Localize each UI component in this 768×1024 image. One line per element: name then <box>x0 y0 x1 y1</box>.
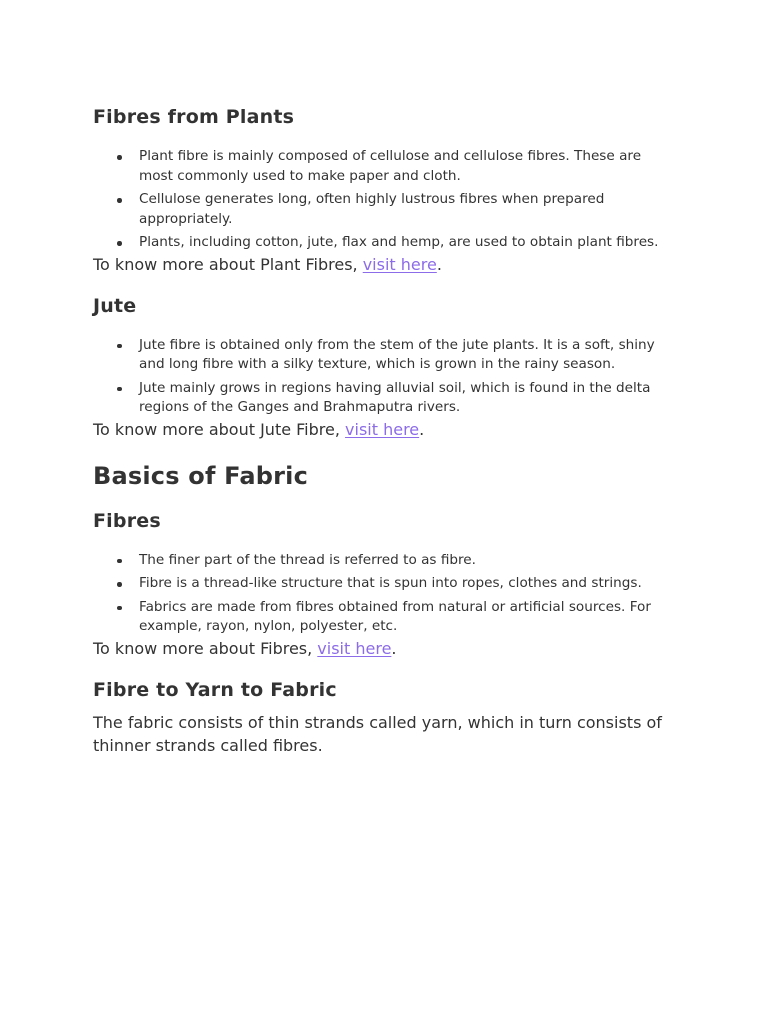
list-item: The finer part of the thread is referred to as fibre. <box>139 551 676 571</box>
heading-jute: Jute <box>93 294 137 317</box>
heading-fibre-to-yarn-to-fabric: Fibre to Yarn to Fabric <box>93 678 337 701</box>
fibres-visit-link[interactable]: visit here <box>317 638 392 658</box>
fibres-bullet-list <box>93 551 676 637</box>
fibres-more-text: To know more about Fibres, <box>93 638 318 658</box>
fibres-more-end: . <box>391 638 397 658</box>
list-item: Jute mainly grows in regions having alluvial soil, which is found in the delta regions of the Ganges and Brahmaputra rivers. <box>139 379 676 418</box>
list-item: Fibre is a thread-like structure that is spun into ropes, clothes and strings. <box>139 574 676 594</box>
fibres-more-line <box>93 637 676 661</box>
heading-fibres: Fibres <box>93 509 161 532</box>
plants-bullet-list <box>93 147 676 253</box>
jute-more-text: To know more about Jute Fibre, <box>93 419 346 439</box>
heading-basics-of-fabric: Basics of Fabric <box>93 461 309 490</box>
plants-more-line <box>93 253 676 277</box>
heading-fibres-from-plants: Fibres from Plants <box>93 106 295 128</box>
section-jute <box>93 295 676 442</box>
section-fibres-from-plants <box>93 106 676 277</box>
plants-visit-link[interactable]: visit here <box>362 254 437 274</box>
plants-more-end: . <box>436 254 442 274</box>
list-item: Fabrics are made from fibres obtained from natural or artificial sources. For example, rayon, nylon, polyester, etc. <box>139 598 676 637</box>
jute-visit-link[interactable]: visit here <box>345 419 420 439</box>
section-fibre-to-yarn-to-fabric <box>93 679 676 757</box>
jute-more-line <box>93 418 676 442</box>
jute-bullet-list <box>93 336 676 418</box>
plants-more-text: To know more about Plant Fibres, <box>93 254 363 274</box>
list-item: Jute fibre is obtained only from the stem of the jute plants. It is a soft, shiny and long fibre with a silky texture, which is grown in the rainy season. <box>139 336 676 375</box>
yarn-paragraph: The fabric consists of thin strands called yarn, which in turn consists of thinner strands called fibres. <box>93 712 662 755</box>
list-item: Plants, including cotton, jute, flax and hemp, are used to obtain plant fibres. <box>139 233 676 253</box>
list-item: Plant fibre is mainly composed of cellulose and cellulose fibres. These are most commonly used to make paper and cloth. <box>139 147 676 186</box>
jute-more-end: . <box>419 419 425 439</box>
section-fibres <box>93 510 676 661</box>
list-item: Cellulose generates long, often highly lustrous fibres when prepared appropriately. <box>139 190 676 229</box>
